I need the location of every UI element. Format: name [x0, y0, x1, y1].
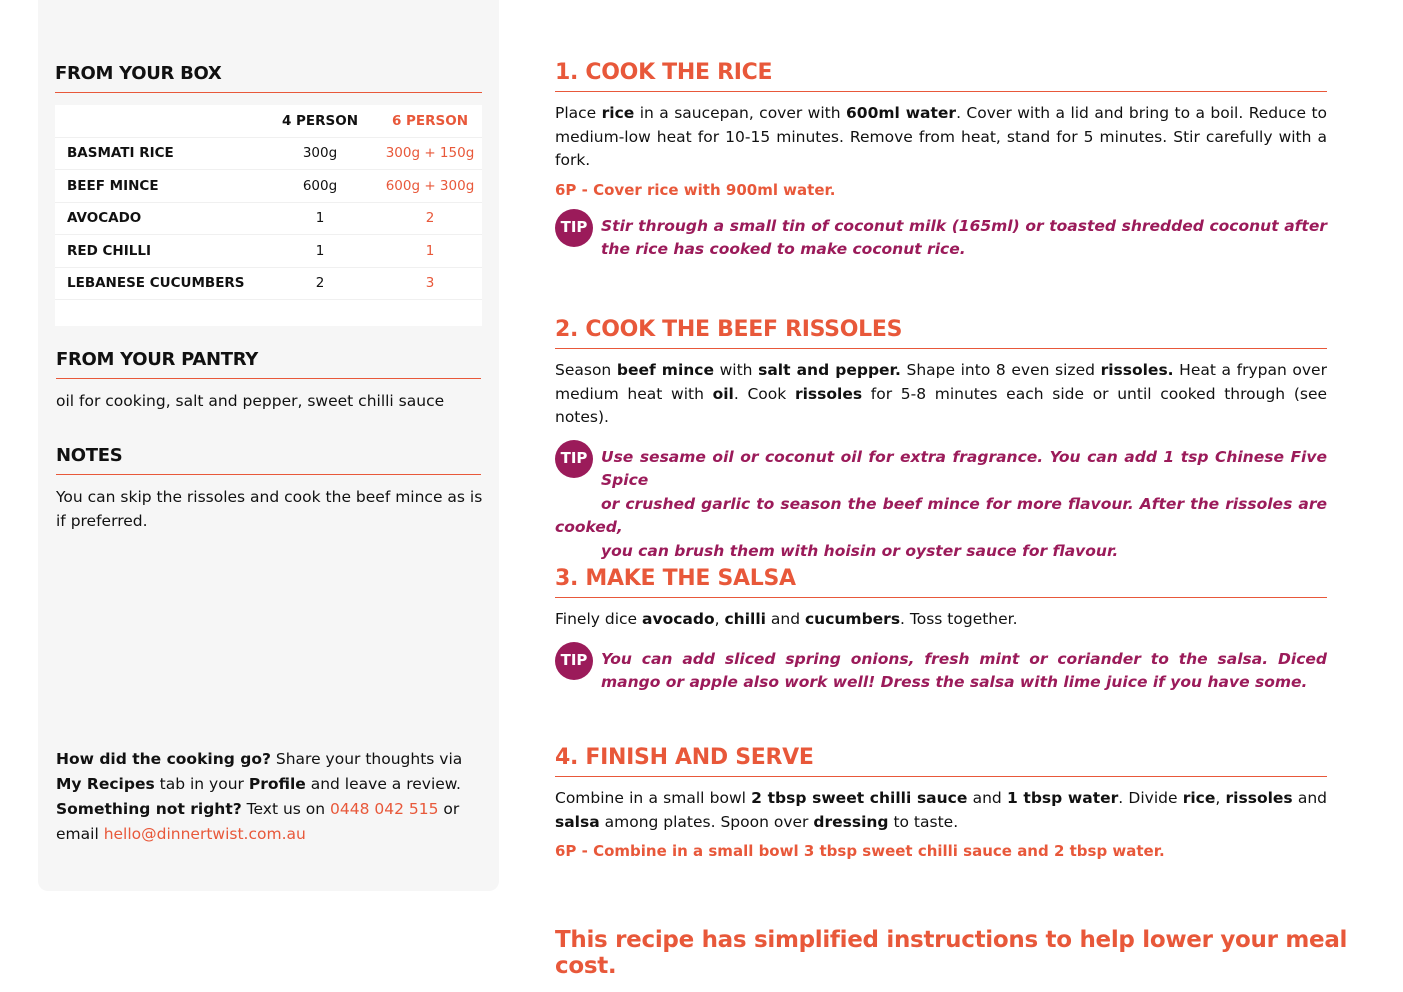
text-segment: salt and pepper.	[758, 361, 901, 379]
tip-line: Use sesame oil or coconut oil for extra fragrance. You can add 1 tsp Chinese Five Spice	[601, 447, 1327, 489]
tip	[555, 648, 1327, 695]
pantry-text: oil for cooking, salt and pepper, sweet chilli sauce	[56, 392, 445, 410]
text-segment: salsa	[555, 812, 600, 831]
text-segment: My Recipes	[56, 775, 155, 793]
tip-line: you can brush them with hoisin or oyster sauce for flavour.	[601, 541, 1119, 560]
text-segment: for 5-8 minutes each side or until cooked through (see notes).	[555, 384, 1328, 426]
ingredient-name: AVOCADO	[55, 202, 262, 235]
qty-6-person: 600g + 300g	[378, 170, 482, 203]
text-segment: chilli	[724, 610, 766, 628]
text-segment: . Cook	[733, 384, 795, 403]
col-6-person: 6 PERSON	[378, 105, 482, 137]
text-segment: rissoles.	[1100, 361, 1174, 379]
text-segment: and	[765, 610, 805, 628]
box-title: FROM YOUR BOX	[55, 63, 222, 84]
text-segment: Share your thoughts via	[270, 750, 463, 768]
step-title: 4. FINISH AND SERVE	[555, 745, 1327, 777]
ingredient-name: RED CHILLI	[55, 235, 262, 268]
text-segment: tab in your	[154, 775, 249, 793]
text-segment: cucumbers	[804, 610, 901, 628]
step-1	[555, 60, 1327, 262]
text-segment: 600ml water	[846, 104, 957, 122]
table-row	[55, 267, 482, 300]
divider	[56, 474, 481, 475]
table-row	[55, 235, 482, 268]
text-segment: and leave a review.	[305, 775, 461, 793]
step-title: 3. MAKE THE SALSA	[555, 566, 1327, 598]
step-2	[555, 317, 1327, 563]
qty-6-person: 300g + 150g	[378, 137, 482, 170]
text-segment: Combine in a small bowl	[555, 789, 752, 807]
text-segment: How did the cooking go?	[56, 750, 271, 768]
text-segment: avocado	[642, 610, 715, 628]
pantry-title: FROM YOUR PANTRY	[56, 349, 258, 370]
ingredient-name: LEBANESE CUCUMBERS	[55, 267, 262, 300]
step-text	[555, 102, 1327, 173]
tip-badge: TIP	[555, 642, 593, 680]
tip	[555, 215, 1327, 262]
text-segment: rissoles	[794, 384, 863, 403]
tip-badge: TIP	[555, 209, 593, 247]
qty-4-person: 600g	[262, 170, 378, 203]
qty-6-person: 1	[378, 235, 482, 268]
text-segment: 2 tbsp sweet chilli sauce	[751, 789, 968, 807]
qty-4-person: 300g	[262, 137, 378, 170]
text-segment: rice	[601, 104, 635, 122]
divider	[55, 92, 482, 93]
step-text	[555, 787, 1327, 834]
tip-badge: TIP	[555, 440, 593, 478]
text-segment: Something not right?	[56, 800, 242, 818]
table-row	[55, 170, 482, 203]
text-segment: oil	[712, 384, 734, 403]
text-segment: in a saucepan, cover with	[634, 104, 846, 122]
text-segment: 1 tbsp water	[1006, 789, 1119, 807]
text-segment: to taste.	[888, 812, 959, 831]
step-text	[555, 608, 1327, 632]
step-text	[555, 359, 1327, 430]
qty-4-person: 2	[262, 267, 378, 300]
footer-note: This recipe has simplified instructions to help lower your meal cost.	[555, 927, 1348, 979]
text-segment: . Cover with a lid and bring to a boil. Reduce to medium-low heat for 10-15 minutes. Remove from heat, stand for 5 minutes. Stir carefully with a fork.	[555, 104, 1328, 169]
qty-6-person: 3	[378, 267, 482, 300]
ingredients-panel	[38, 0, 499, 891]
text-segment: ,	[1215, 789, 1226, 807]
col-4-person: 4 PERSON	[262, 105, 378, 137]
tip-text: You can add sliced spring onions, fresh mint or coriander to the salsa. Diced mango or apple also work well! Dress the salsa with lime juice if you have some.	[601, 649, 1327, 691]
text-segment: or email	[56, 800, 460, 843]
text-segment: Season	[555, 361, 617, 379]
step-title: 1. COOK THE RICE	[555, 60, 1327, 92]
qty-4-person: 1	[262, 202, 378, 235]
text-segment: . Toss together.	[900, 610, 1018, 628]
contact-link[interactable]: 0448 042 515	[330, 800, 439, 818]
table-row	[55, 202, 482, 235]
text-segment: beef mince	[616, 361, 714, 379]
text-segment: and	[967, 789, 1007, 807]
tip-line: or crushed garlic to season the beef mince for more flavour. After the rissoles are cooked,	[555, 494, 1327, 536]
text-segment: with	[714, 361, 759, 379]
text-segment: Text us on	[241, 800, 331, 818]
divider	[56, 378, 481, 379]
text-segment: and	[1292, 789, 1328, 807]
text-segment: . Divide	[1118, 789, 1183, 807]
notes-text: You can skip the rissoles and cook the beef mince as is if preferred.	[56, 488, 483, 530]
contact-link[interactable]: hello@dinnertwist.com.au	[103, 825, 306, 843]
step-4	[555, 745, 1327, 860]
ingredient-name: BASMATI RICE	[55, 137, 262, 170]
step-3	[555, 566, 1327, 695]
ingredient-name: BEEF MINCE	[55, 170, 262, 203]
text-segment: Place	[555, 104, 602, 122]
tip	[555, 446, 1327, 564]
table-row	[55, 137, 482, 170]
text-segment: Finely dice	[555, 610, 642, 628]
text-segment: Profile	[248, 775, 306, 793]
six-person-note: 6P - Combine in a small bowl 3 tbsp sweet chilli sauce and 2 tbsp water.	[555, 842, 1165, 860]
text-segment: dressing	[813, 812, 889, 831]
text-segment: ,	[714, 610, 725, 628]
text-segment: Heat a frypan over medium heat with	[555, 361, 1327, 403]
text-segment: rissoles	[1225, 789, 1293, 807]
ingredients-table	[55, 105, 482, 326]
tip-text: Stir through a small tin of coconut milk (165ml) or toasted shredded coconut after the rice has cooked to make coconut rice.	[601, 216, 1327, 258]
text-segment: rice	[1182, 789, 1216, 807]
text-segment: among plates. Spoon over	[599, 812, 814, 831]
six-person-note: 6P - Cover rice with 900ml water.	[555, 180, 836, 199]
qty-6-person: 2	[378, 202, 482, 235]
text-segment: Shape into 8 even sized	[900, 361, 1101, 379]
step-title: 2. COOK THE BEEF RISSOLES	[555, 317, 1327, 349]
qty-4-person: 1	[262, 235, 378, 268]
feedback-text	[56, 747, 486, 847]
notes-title: NOTES	[56, 445, 123, 466]
